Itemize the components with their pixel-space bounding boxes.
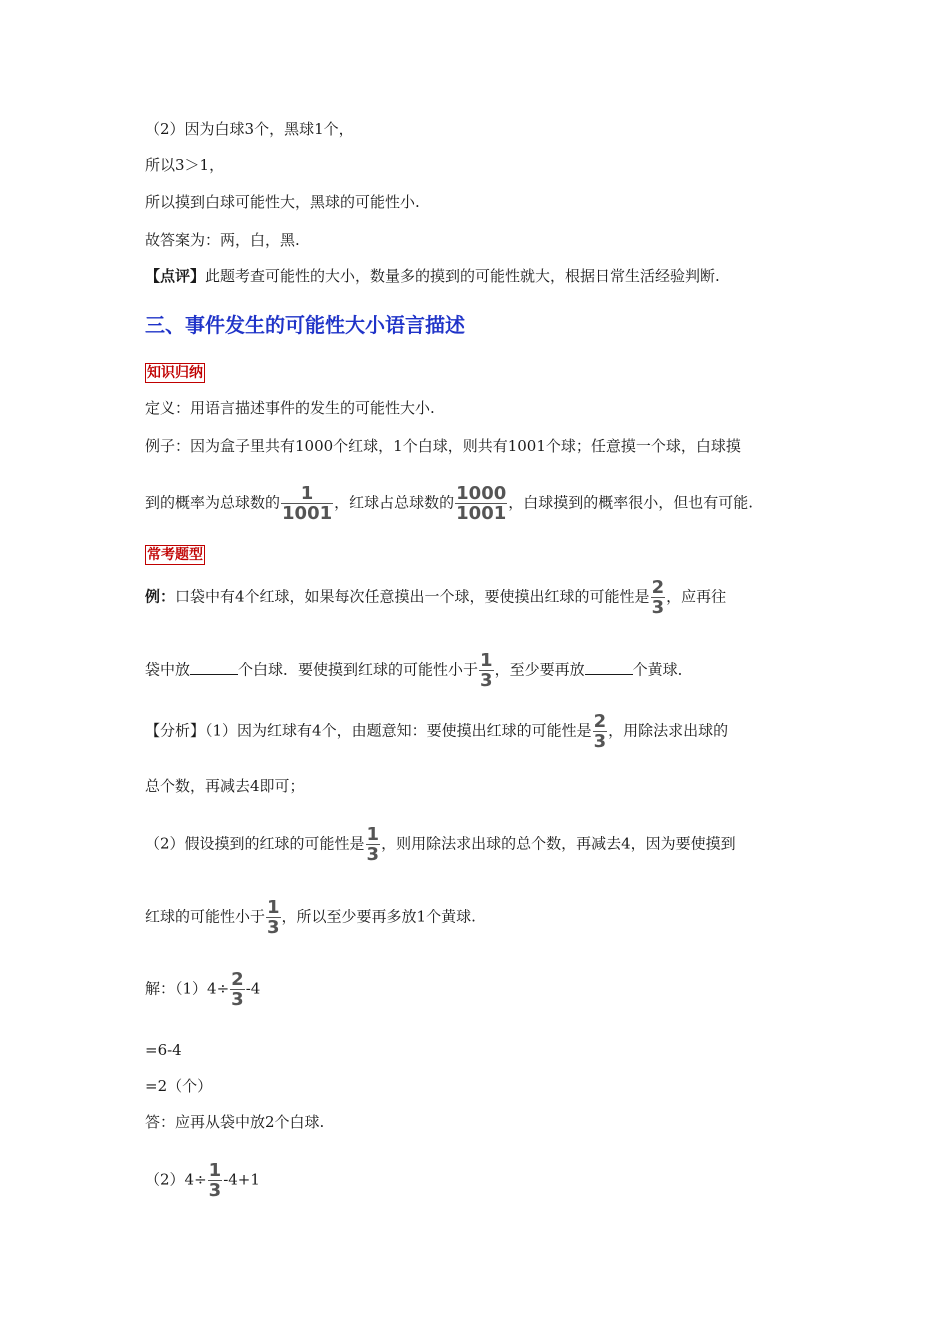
fraction-2-3: [593, 712, 608, 751]
analysis-text-2: ，用除法求出球的: [608, 721, 729, 740]
solution-line-1: [145, 970, 260, 1009]
question-text-5: ，至少要再放: [494, 660, 585, 679]
prev-line-2: 所以3＞1，: [145, 156, 225, 174]
fraction-denominator: 3: [480, 670, 493, 691]
solution-text-1: 解：（1）4÷: [145, 979, 230, 998]
fraction-numerator: 2: [593, 711, 607, 732]
fraction-2-3: [651, 578, 666, 617]
fraction-1-3: [366, 825, 381, 864]
fraction-denominator: 3: [208, 1180, 222, 1201]
example-line-a: 例子：因为盒子里共有1000个红球，1个白球，则共有1001个球；任意摸一个球，白球摸: [145, 437, 741, 455]
question-text-4: 个白球．要使摸到红球的可能性小于: [238, 660, 479, 679]
fraction-1-3: [208, 1161, 223, 1200]
fraction-numerator: 1: [480, 650, 493, 671]
analysis-text-4: ，则用除法求出球的总个数，再减去4，因为要使摸到: [381, 834, 736, 853]
definition-line: 定义：用语言描述事件的发生的可能性大小.: [145, 399, 435, 417]
section-heading: 三、事件发生的可能性大小语言描述: [145, 313, 465, 337]
solution-line-4: 答：应再从袋中放2个白球.: [145, 1113, 325, 1131]
fraction-numerator: 1000: [456, 483, 507, 504]
question-text-3: 袋中放: [145, 660, 191, 679]
question-line-1: [145, 578, 726, 617]
fraction-denominator: 3: [366, 844, 380, 865]
solution-line-3: =2（个）: [145, 1077, 213, 1095]
answer-blank-1: [190, 660, 238, 675]
fraction-denominator: 1001: [282, 503, 333, 524]
analysis-text-3: （2）假设摸到的红球的可能性是: [145, 834, 365, 853]
fraction-numerator: 1: [267, 897, 280, 918]
fraction-1-3: [479, 651, 494, 690]
knowledge-tag: 知识归纳: [147, 365, 203, 381]
analysis-line-2: 总个数，再减去4即可；: [145, 777, 305, 795]
fraction-2-3: [230, 970, 245, 1009]
fraction-1-1001: [281, 484, 333, 523]
example-text-3: ，白球摸到的概率很小，但也有可能.: [508, 493, 754, 512]
analysis-text-5: 红球的可能性小于: [145, 907, 266, 926]
solution-text-4: -4+1: [223, 1170, 260, 1189]
analysis-line-3: [145, 825, 736, 864]
example-text-1: 到的概率为总球数的: [145, 493, 281, 512]
comment-tag: 【点评】: [145, 267, 206, 285]
fraction-denominator: 3: [267, 917, 280, 938]
fraction-denominator: 3: [231, 989, 244, 1010]
solution-text-3: （2）4÷: [145, 1170, 207, 1189]
fraction-numerator: 1: [300, 483, 314, 504]
analysis-text-6: ，所以至少要再多放1个黄球.: [281, 907, 476, 926]
solution-line-5: [145, 1161, 260, 1200]
fraction-denominator: 3: [651, 597, 665, 618]
answer-blank-2: [585, 660, 633, 675]
example-lead: 例：: [145, 587, 176, 606]
analysis-line-4: [145, 898, 476, 937]
analysis-text-1: 【分析】（1）因为红球有4个，由题意知：要使摸出红球的可能性是: [145, 721, 592, 740]
fraction-denominator: 3: [593, 731, 607, 752]
comment-line: [145, 266, 720, 286]
comment-text: 此题考查可能性的大小，数量多的摸到的可能性就大，根据日常生活经验判断.: [205, 267, 720, 285]
question-line-2: [145, 651, 693, 690]
prev-line-4: 故答案为：两，白，黑.: [145, 231, 300, 249]
solution-line-2: =6-4: [145, 1041, 182, 1059]
common-type-tag: 常考题型: [147, 547, 203, 563]
question-text-6: 个黄球．: [632, 660, 693, 679]
question-text-2: ，应再往: [666, 587, 727, 606]
solution-text-2: -4: [245, 979, 261, 998]
fraction-numerator: 2: [231, 969, 244, 990]
fraction-numerator: 1: [208, 1160, 222, 1181]
example-line-b: [145, 484, 753, 523]
fraction-numerator: 1: [366, 824, 380, 845]
prev-line-1: （2）因为白球3个，黑球1个，: [145, 120, 354, 138]
analysis-line-1: [145, 712, 728, 751]
prev-line-3: 所以摸到白球可能性大，黑球的可能性小.: [145, 193, 420, 211]
question-text-1: 口袋中有4个红球，如果每次任意摸出一个球，要使摸出红球的可能性是: [175, 587, 650, 606]
fraction-numerator: 2: [651, 577, 665, 598]
fraction-1000-1001: [455, 484, 507, 523]
fraction-1-3: [266, 898, 281, 937]
fraction-denominator: 1001: [456, 503, 507, 524]
example-text-2: ，红球占总球数的: [334, 493, 455, 512]
